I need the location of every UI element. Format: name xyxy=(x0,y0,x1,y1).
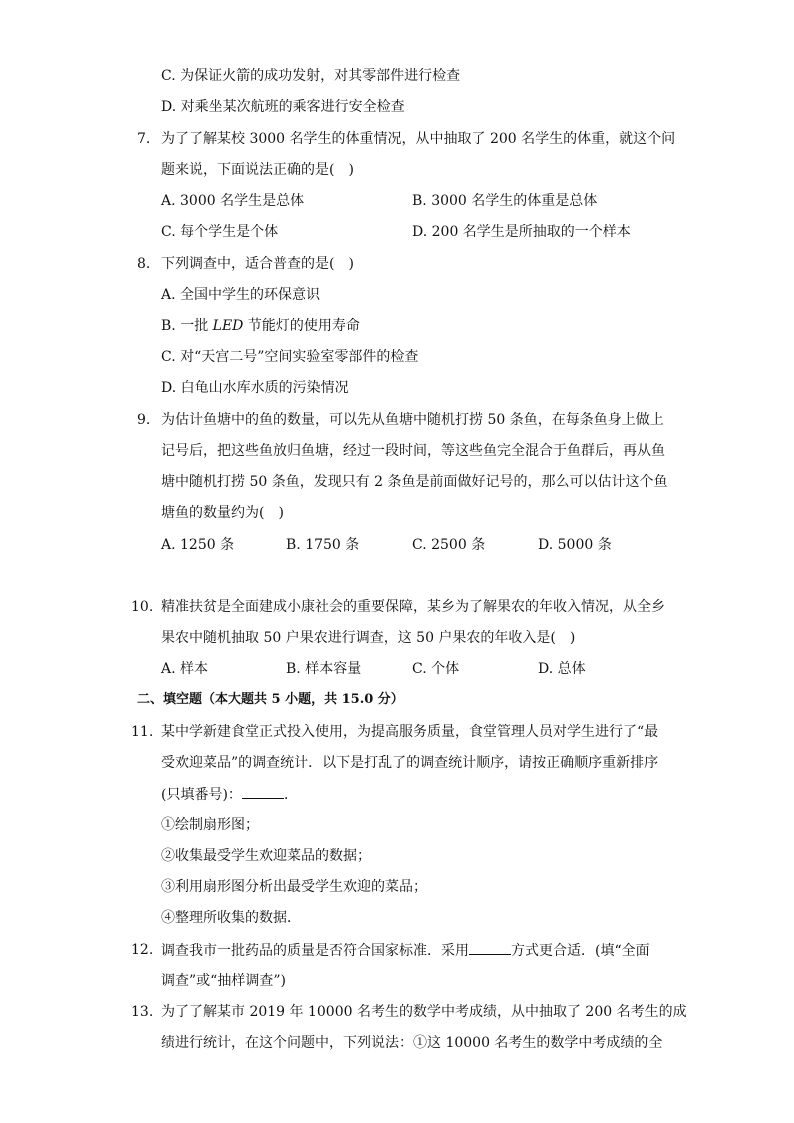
q11-item-1: ①绘制扇形图； xyxy=(161,817,259,833)
q8-option-a: A. 全国中学生的环保意识 xyxy=(161,287,321,303)
q8-option-d: D. 白龟山水库水质的污染情况 xyxy=(161,380,349,396)
section2-heading: 二、填空题（本大题共 5 小题，共 15.0 分） xyxy=(137,692,404,707)
q11-stem-line3-post: ． xyxy=(283,787,298,803)
q9-number: 9. xyxy=(137,412,151,428)
q10-option-d: D. 总体 xyxy=(538,661,586,677)
q8-stem-line1: 下列调查中，适合普查的是( ) xyxy=(161,256,354,272)
q11-stem-line2: 受欢迎菜品”的调查统计．以下是打乱了的调查统计顺序，请按正确顺序重新排序 xyxy=(161,755,659,771)
q9-option-b: B. 1750 条 xyxy=(286,537,360,553)
q11-answer-blank[interactable] xyxy=(242,784,284,799)
q10-option-a: A. 样本 xyxy=(161,661,209,677)
q9-stem-line3: 塘中随机打捞 50 条鱼，发现只有 2 条鱼是前面做好记号的，那么可以估计这个鱼 xyxy=(161,474,668,490)
q11-stem-line1: 某中学新建食堂正式投入使用，为提高服务质量，食堂管理人员对学生进行了“最 xyxy=(161,724,659,740)
q10-stem-line2: 果农中随机抽取 50 户果农进行调查，这 50 户果农的年收入是( ) xyxy=(161,630,576,646)
q9-option-d: D. 5000 条 xyxy=(538,537,612,553)
q9-option-a: A. 1250 条 xyxy=(161,537,235,553)
q12-stem-line1-pre: 调查我市一批药品的质量是否符合国家标准．采用 xyxy=(161,943,469,959)
q9-option-c: C. 2500 条 xyxy=(412,537,486,553)
q11-stem-line3 xyxy=(161,784,298,805)
q7-stem-line1: 为了了解某校 3000 名学生的体重情况，从中抽取了 200 名学生的体重，就这个问 xyxy=(161,131,676,147)
q13-number: 13. xyxy=(131,1004,154,1020)
q8-option-b-pre: B. 一批 xyxy=(161,318,213,334)
q12-answer-blank[interactable] xyxy=(469,940,511,955)
q9-stem-line2: 记号后，把这些鱼放归鱼塘，经过一段时间，等这些鱼完全混合于鱼群后，再从鱼 xyxy=(161,443,665,459)
q12-stem-line1 xyxy=(161,940,650,961)
q10-option-c: C. 个体 xyxy=(412,661,460,677)
q12-number: 12. xyxy=(131,942,154,958)
q7-option-b: B. 3000 名学生的体重是总体 xyxy=(412,193,598,209)
q7-option-a: A. 3000 名学生是总体 xyxy=(161,193,305,209)
q7-stem-line2: 题来说，下面说法正确的是( ) xyxy=(161,162,354,178)
q6-option-c: C. 为保证火箭的成功发射，对其零部件进行检查 xyxy=(161,68,461,84)
q12-stem-line1-post: 方式更合适．(填“全面 xyxy=(511,943,650,959)
q8-option-b-led: LED xyxy=(212,318,244,334)
q10-stem-line1: 精准扶贫是全面建成小康社会的重要保障，某乡为了解果农的年收入情况，从全乡 xyxy=(161,599,665,615)
q10-number: 10. xyxy=(131,599,154,615)
q13-stem-line2: 绩进行统计，在这个问题中，下列说法：①这 10000 名考生的数学中考成绩的全 xyxy=(161,1035,663,1051)
q9-stem-line1: 为估计鱼塘中的鱼的数量，可以先从鱼塘中随机打捞 50 条鱼，在每条鱼身上做上 xyxy=(161,412,664,428)
q13-stem-line1: 为了了解某市 2019 年 10000 名考生的数学中考成绩，从中抽取了 200 名考生的成 xyxy=(161,1004,687,1020)
q9-stem-line4: 塘鱼的数量约为( ) xyxy=(161,505,284,521)
q8-option-b xyxy=(161,316,360,336)
q8-number: 8. xyxy=(137,256,151,272)
q12-stem-line2: 调查”或“抽样调查”) xyxy=(161,973,286,989)
q7-number: 7. xyxy=(137,131,151,147)
q10-option-b: B. 样本容量 xyxy=(286,661,362,677)
q8-option-c: C. 对“天宫二号”空间实验室零部件的检查 xyxy=(161,349,419,365)
q7-option-d: D. 200 名学生是所抽取的一个样本 xyxy=(412,224,631,240)
q11-item-3: ③利用扇形图分析出最受学生欢迎的菜品； xyxy=(161,879,427,895)
q11-item-2: ②收集最受学生欢迎菜品的数据； xyxy=(161,848,371,864)
q11-stem-line3-pre: (只填番号)： xyxy=(161,787,242,803)
q7-option-c: C. 每个学生是个体 xyxy=(161,224,279,240)
q6-option-d: D. 对乘坐某次航班的乘客进行安全检查 xyxy=(161,99,405,115)
q11-number: 11. xyxy=(131,724,154,740)
q8-option-b-post: 节能灯的使用寿命 xyxy=(243,318,360,334)
q11-item-4: ④整理所收集的数据． xyxy=(161,910,301,926)
